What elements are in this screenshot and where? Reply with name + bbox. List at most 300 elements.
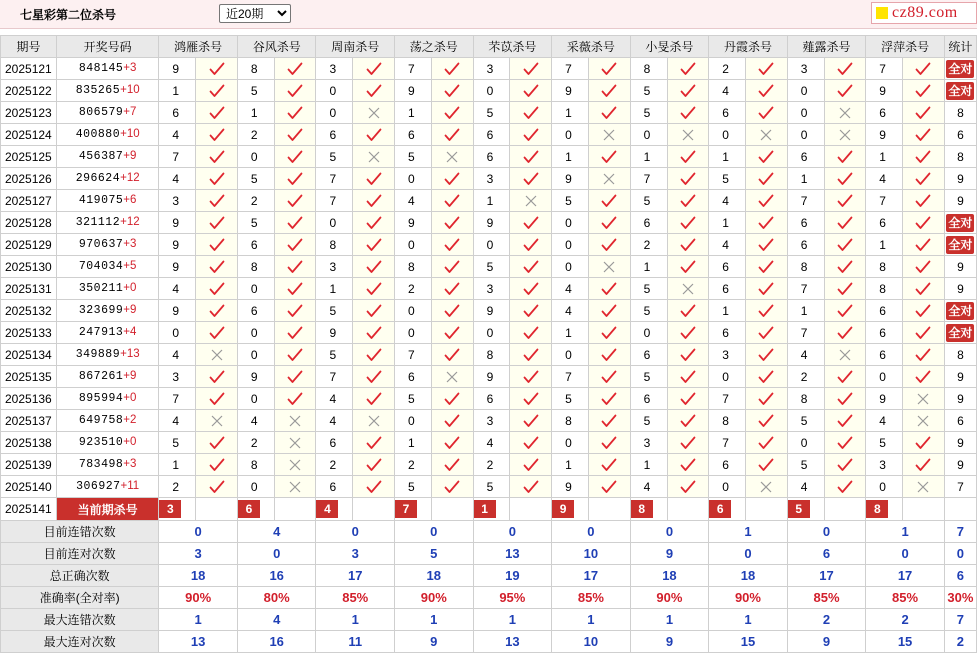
current-pick-badge: 8 — [631, 500, 653, 518]
check-icon — [915, 106, 931, 120]
summary-value: 0 — [787, 521, 866, 543]
summary-value: 85% — [552, 587, 631, 609]
draw-digits: 783498 — [78, 458, 124, 471]
summary-value: 18 — [709, 565, 788, 587]
result-correct — [667, 102, 709, 124]
check-icon — [209, 260, 225, 274]
row-stat — [944, 322, 976, 344]
check-icon — [601, 326, 617, 340]
cross-icon — [211, 349, 223, 361]
kill-pick: 5 — [630, 102, 667, 124]
summary-value: 13 — [473, 631, 552, 653]
kill-pick: 2 — [709, 58, 746, 80]
result-correct — [667, 388, 709, 410]
check-icon — [523, 326, 539, 340]
table-row — [1, 168, 977, 190]
result-correct — [903, 344, 945, 366]
result-correct — [274, 344, 316, 366]
result-correct — [903, 58, 945, 80]
check-icon — [287, 370, 303, 384]
summary-value: 18 — [159, 565, 238, 587]
check-icon — [209, 326, 225, 340]
cross-icon — [682, 129, 694, 141]
correct-count: 8 — [957, 105, 964, 120]
kill-pick: 9 — [552, 476, 589, 498]
header-expert[interactable]: 鸿雁杀号 — [159, 36, 238, 58]
check-icon — [287, 348, 303, 362]
kill-pick: 1 — [395, 102, 432, 124]
summary-value: 1 — [159, 609, 238, 631]
kill-pick: 3 — [473, 410, 510, 432]
result-correct — [196, 366, 238, 388]
row-draw-number — [56, 124, 158, 146]
row-period: 2025130 — [1, 256, 57, 278]
summary-value: 1 — [709, 609, 788, 631]
check-icon — [758, 194, 774, 208]
kill-pick: 7 — [552, 58, 589, 80]
kill-pick: 9 — [316, 322, 353, 344]
all-correct-badge: 全对 — [948, 325, 973, 340]
result-correct — [667, 476, 709, 498]
check-icon — [366, 436, 382, 450]
kill-pick: 1 — [709, 212, 746, 234]
summary-label: 准确率(全对率) — [1, 587, 159, 609]
current-stat-blank — [944, 498, 976, 521]
result-correct — [353, 454, 395, 476]
result-correct — [824, 58, 866, 80]
result-correct — [196, 190, 238, 212]
kill-pick: 5 — [552, 388, 589, 410]
kill-pick: 0 — [787, 102, 824, 124]
period-range-select[interactable] — [219, 4, 291, 23]
cross-icon — [760, 129, 772, 141]
summary-value: 17 — [787, 565, 866, 587]
kill-pick: 7 — [866, 190, 903, 212]
row-draw-number — [56, 432, 158, 454]
kill-pick: 6 — [473, 146, 510, 168]
summary-value: 15 — [709, 631, 788, 653]
kill-pick: 0 — [630, 322, 667, 344]
kill-pick: 1 — [473, 190, 510, 212]
result-correct — [196, 454, 238, 476]
check-icon — [523, 436, 539, 450]
cross-icon — [603, 173, 615, 185]
kill-pick: 5 — [630, 300, 667, 322]
correct-count: 9 — [957, 171, 964, 186]
draw-sum: +6 — [123, 194, 137, 206]
summary-label: 最大连错次数 — [1, 609, 159, 631]
kill-pick: 4 — [316, 388, 353, 410]
check-icon — [287, 128, 303, 142]
kill-pick: 1 — [552, 102, 589, 124]
summary-value: 9 — [630, 543, 709, 565]
check-icon — [601, 370, 617, 384]
check-icon — [758, 106, 774, 120]
row-draw-number — [56, 388, 158, 410]
summary-value: 0 — [159, 521, 238, 543]
result-correct — [196, 124, 238, 146]
all-correct-badge: 全对 — [948, 83, 973, 98]
result-correct — [903, 190, 945, 212]
result-correct — [746, 190, 788, 212]
kill-pick: 9 — [552, 80, 589, 102]
kill-pick: 9 — [473, 300, 510, 322]
current-blank — [667, 498, 709, 521]
summary-value: 0 — [630, 521, 709, 543]
cross-icon — [289, 459, 301, 471]
check-icon — [287, 84, 303, 98]
result-correct — [510, 278, 552, 300]
check-icon — [366, 392, 382, 406]
header-expert[interactable]: 薤露杀号 — [787, 36, 866, 58]
summary-row — [1, 521, 977, 543]
summary-value: 0 — [473, 521, 552, 543]
result-wrong — [903, 410, 945, 432]
kill-pick: 9 — [866, 80, 903, 102]
row-stat — [944, 300, 976, 322]
table-row — [1, 212, 977, 234]
result-correct — [667, 322, 709, 344]
all-correct-badge: 全对 — [948, 215, 973, 230]
result-correct — [274, 168, 316, 190]
header-expert[interactable]: 谷风杀号 — [237, 36, 316, 58]
kill-pick: 3 — [316, 58, 353, 80]
row-period: 2025127 — [1, 190, 57, 212]
check-icon — [209, 480, 225, 494]
kill-pick: 5 — [316, 146, 353, 168]
result-correct — [431, 410, 473, 432]
logo-text: cz89.com — [892, 4, 958, 21]
kill-pick: 1 — [552, 322, 589, 344]
kill-pick: 0 — [237, 146, 274, 168]
kill-pick: 6 — [630, 388, 667, 410]
result-correct — [746, 300, 788, 322]
header-expert[interactable]: 丹霞杀号 — [709, 36, 788, 58]
kill-pick: 8 — [866, 278, 903, 300]
kill-pick: 1 — [159, 80, 196, 102]
result-correct — [196, 234, 238, 256]
check-icon — [366, 480, 382, 494]
top-bar — [0, 0, 977, 29]
result-correct — [903, 234, 945, 256]
result-correct — [588, 234, 630, 256]
check-icon — [444, 128, 460, 142]
check-icon — [601, 458, 617, 472]
kill-pick: 9 — [473, 212, 510, 234]
draw-sum: +7 — [123, 106, 137, 118]
check-icon — [680, 194, 696, 208]
result-correct — [667, 190, 709, 212]
result-correct — [588, 322, 630, 344]
check-icon — [209, 304, 225, 318]
kill-pick: 8 — [237, 256, 274, 278]
summary-value: 90% — [630, 587, 709, 609]
check-icon — [366, 128, 382, 142]
current-blank — [510, 498, 552, 521]
kill-pick: 8 — [395, 256, 432, 278]
draw-digits: 867261 — [78, 370, 124, 383]
draw-digits: 704034 — [78, 260, 124, 273]
check-icon — [366, 260, 382, 274]
summary-value: 90% — [709, 587, 788, 609]
kill-pick: 5 — [473, 476, 510, 498]
check-icon — [366, 194, 382, 208]
check-icon — [366, 62, 382, 76]
draw-digits: 400880 — [75, 128, 121, 141]
result-correct — [746, 278, 788, 300]
result-correct — [824, 234, 866, 256]
kill-pick: 1 — [552, 146, 589, 168]
check-icon — [601, 436, 617, 450]
row-draw-number — [56, 212, 158, 234]
row-period: 2025138 — [1, 432, 57, 454]
kill-pick: 4 — [552, 300, 589, 322]
table-row — [1, 388, 977, 410]
kill-pick: 0 — [316, 102, 353, 124]
kill-pick: 0 — [159, 322, 196, 344]
check-icon — [758, 172, 774, 186]
kill-pick: 7 — [709, 432, 746, 454]
draw-sum: +3 — [123, 458, 137, 470]
header-expert[interactable]: 小旻杀号 — [630, 36, 709, 58]
kill-pick: 0 — [237, 278, 274, 300]
result-correct — [353, 212, 395, 234]
summary-value: 6 — [787, 543, 866, 565]
check-icon — [366, 370, 382, 384]
check-icon — [287, 260, 303, 274]
result-correct — [824, 388, 866, 410]
result-correct — [903, 146, 945, 168]
row-draw-number — [56, 366, 158, 388]
check-icon — [523, 480, 539, 494]
kill-pick: 7 — [787, 322, 824, 344]
result-correct — [588, 454, 630, 476]
result-wrong — [588, 256, 630, 278]
draw-sum: +3 — [123, 62, 137, 74]
site-logo[interactable] — [871, 2, 977, 24]
result-correct — [903, 168, 945, 190]
header-expert[interactable]: 芣苡杀号 — [473, 36, 552, 58]
draw-digits: 895994 — [78, 392, 124, 405]
kill-pick: 9 — [395, 212, 432, 234]
check-icon — [444, 326, 460, 340]
result-wrong — [274, 432, 316, 454]
summary-value: 5 — [395, 543, 474, 565]
kill-pick: 5 — [395, 146, 432, 168]
correct-count: 6 — [957, 127, 964, 142]
current-blank — [824, 498, 866, 521]
summary-value: 19 — [473, 565, 552, 587]
result-correct — [746, 58, 788, 80]
result-wrong — [824, 124, 866, 146]
result-correct — [588, 388, 630, 410]
kill-pick: 4 — [709, 190, 746, 212]
kill-pick: 5 — [395, 476, 432, 498]
result-correct — [588, 366, 630, 388]
check-icon — [209, 458, 225, 472]
draw-digits: 419075 — [78, 194, 124, 207]
result-correct — [274, 58, 316, 80]
table-row — [1, 124, 977, 146]
check-icon — [758, 370, 774, 384]
kill-pick: 9 — [159, 256, 196, 278]
check-icon — [915, 84, 931, 98]
current-period-row — [1, 498, 977, 521]
correct-count: 7 — [957, 479, 964, 494]
result-correct — [824, 366, 866, 388]
cross-icon — [525, 195, 537, 207]
kill-pick: 8 — [237, 454, 274, 476]
result-correct — [824, 190, 866, 212]
cross-icon — [289, 437, 301, 449]
current-period: 2025141 — [1, 498, 57, 521]
check-icon — [680, 216, 696, 230]
result-correct — [746, 366, 788, 388]
result-wrong — [196, 410, 238, 432]
check-icon — [837, 84, 853, 98]
cross-icon — [289, 415, 301, 427]
result-correct — [353, 168, 395, 190]
kill-pick: 0 — [237, 344, 274, 366]
kill-pick: 0 — [316, 212, 353, 234]
check-icon — [209, 194, 225, 208]
result-correct — [196, 476, 238, 498]
result-correct — [588, 58, 630, 80]
check-icon — [601, 282, 617, 296]
result-wrong — [667, 278, 709, 300]
kill-pick: 5 — [630, 190, 667, 212]
kill-pick: 7 — [159, 146, 196, 168]
kill-pick: 6 — [630, 344, 667, 366]
check-icon — [287, 304, 303, 318]
kill-pick: 0 — [316, 80, 353, 102]
row-stat — [944, 146, 976, 168]
kill-pick: 3 — [473, 168, 510, 190]
draw-digits: 848145 — [78, 62, 124, 75]
table-row — [1, 256, 977, 278]
row-draw-number — [56, 322, 158, 344]
check-icon — [444, 238, 460, 252]
row-stat — [944, 234, 976, 256]
check-icon — [758, 304, 774, 318]
result-correct — [824, 476, 866, 498]
summary-value: 17 — [866, 565, 945, 587]
current-pick-badge: 3 — [159, 500, 181, 518]
result-correct — [431, 102, 473, 124]
check-icon — [758, 62, 774, 76]
check-icon — [837, 458, 853, 472]
row-draw-number — [56, 190, 158, 212]
check-icon — [444, 436, 460, 450]
table-row — [1, 322, 977, 344]
check-icon — [915, 128, 931, 142]
summary-row — [1, 543, 977, 565]
kill-pick: 5 — [630, 278, 667, 300]
kill-pick: 5 — [316, 344, 353, 366]
header-expert[interactable]: 荡之杀号 — [395, 36, 474, 58]
kill-pick: 6 — [709, 256, 746, 278]
check-icon — [837, 150, 853, 164]
summary-value: 3 — [316, 543, 395, 565]
check-icon — [758, 260, 774, 274]
summary-value: 13 — [159, 631, 238, 653]
table-header-row — [1, 36, 977, 58]
check-icon — [601, 150, 617, 164]
result-correct — [274, 366, 316, 388]
header-expert[interactable]: 浮萍杀号 — [866, 36, 945, 58]
row-period: 2025134 — [1, 344, 57, 366]
result-correct — [824, 256, 866, 278]
row-period: 2025140 — [1, 476, 57, 498]
kill-pick: 6 — [709, 454, 746, 476]
check-icon — [444, 348, 460, 362]
kill-pick: 5 — [395, 388, 432, 410]
check-icon — [209, 106, 225, 120]
kill-pick: 6 — [709, 102, 746, 124]
result-correct — [746, 80, 788, 102]
header-expert[interactable]: 采薇杀号 — [552, 36, 631, 58]
kill-pick: 4 — [159, 278, 196, 300]
cross-icon — [603, 129, 615, 141]
result-wrong — [588, 168, 630, 190]
header-expert[interactable]: 周南杀号 — [316, 36, 395, 58]
draw-sum: +12 — [120, 216, 140, 228]
check-icon — [523, 150, 539, 164]
cross-icon — [211, 415, 223, 427]
check-icon — [209, 392, 225, 406]
current-pick — [630, 498, 667, 521]
draw-digits: 306927 — [76, 480, 121, 493]
summary-value: 16 — [237, 631, 316, 653]
result-correct — [196, 58, 238, 80]
kill-pick: 1 — [159, 454, 196, 476]
kill-pick: 4 — [709, 234, 746, 256]
header-period: 期号 — [1, 36, 57, 58]
result-correct — [431, 476, 473, 498]
summary-value: 9 — [395, 631, 474, 653]
result-correct — [667, 454, 709, 476]
kill-pick: 3 — [473, 58, 510, 80]
check-icon — [837, 194, 853, 208]
result-correct — [353, 300, 395, 322]
draw-digits: 323699 — [78, 304, 124, 317]
draw-digits: 350211 — [78, 282, 124, 295]
kill-pick: 2 — [237, 124, 274, 146]
draw-sum: +5 — [123, 260, 137, 272]
check-icon — [209, 216, 225, 230]
summary-value: 13 — [473, 543, 552, 565]
row-stat — [944, 102, 976, 124]
check-icon — [915, 282, 931, 296]
row-stat — [944, 58, 976, 80]
row-draw-number — [56, 300, 158, 322]
result-wrong — [353, 102, 395, 124]
table-row — [1, 234, 977, 256]
kill-pick: 0 — [709, 366, 746, 388]
cross-icon — [682, 283, 694, 295]
result-correct — [746, 256, 788, 278]
row-stat — [944, 344, 976, 366]
result-correct — [746, 454, 788, 476]
summary-value: 9 — [630, 631, 709, 653]
result-correct — [903, 80, 945, 102]
draw-sum: +0 — [123, 436, 137, 448]
result-correct — [274, 300, 316, 322]
summary-label: 最大连对次数 — [1, 631, 159, 653]
summary-value: 2 — [866, 609, 945, 631]
draw-sum: +0 — [123, 392, 137, 404]
result-correct — [667, 234, 709, 256]
